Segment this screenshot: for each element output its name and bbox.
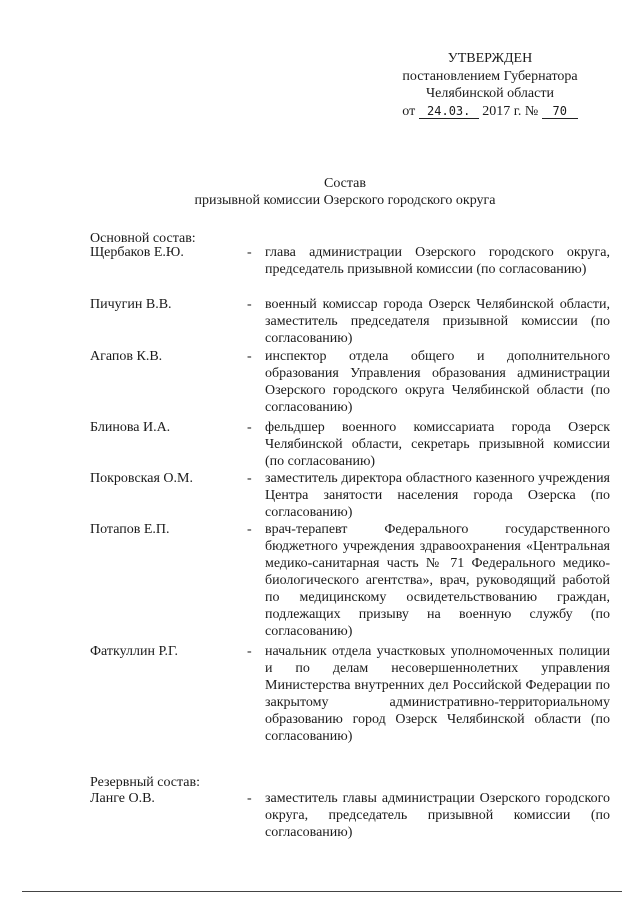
member-dash: - — [247, 522, 252, 537]
member-description: начальник отдела участковых уполномоченных полиции и по делам несовершеннолетних управления Министерства внутренних дел Российской Федерации по закрытому административно-территориальному образованию город Озерск Челябинской области (по согласованию) — [265, 644, 610, 744]
title-line-1: Состав — [323, 176, 366, 191]
approval-prefix: от — [402, 103, 416, 119]
member-description: инспектор отдела общего и дополнительного образования Управления образования администрации Озерского городского округа Челябинской области (по согласованию) — [265, 349, 610, 415]
document-title — [150, 175, 540, 209]
approval-heading: УТВЕРЖДЕН — [447, 51, 533, 66]
member-name: Агапов К.В. — [90, 349, 163, 364]
member-dash: - — [247, 245, 252, 260]
approval-block — [385, 50, 595, 120]
title-line-2: призывной комиссии Озерского городского округа — [194, 193, 496, 208]
reserve-section-label: Резервный состав: — [90, 775, 201, 790]
member-name: Щербаков Е.Ю. — [90, 245, 184, 260]
approval-year: 2017 г. № — [482, 103, 539, 119]
member-dash: - — [247, 420, 252, 435]
member-description: фельдшер военного комиссариата города Озерск Челябинской области, секретарь призывной комиссии (по согласованию) — [265, 420, 610, 469]
approval-date-line — [385, 103, 595, 121]
member-name: Пичугин В.В. — [90, 297, 172, 312]
member-name: Ланге О.В. — [90, 791, 155, 806]
member-dash: - — [247, 349, 252, 364]
member-dash: - — [247, 297, 252, 312]
member-description: врач-терапевт Федерального государственного бюджетного учреждения здравоохранения «Центральная медико-санитарная часть № 71 Федерального медико-биологического агентства», врач, руководящий работой по медицинскому освидетельствованию граждан, подлежащих призыву на военную службу (по согласованию) — [265, 522, 610, 639]
approval-date: 24.03. — [419, 104, 479, 119]
approval-line-2: Челябинской области — [426, 86, 554, 101]
bottom-divider — [22, 891, 622, 892]
approval-line-1: постановлением Губернатора — [402, 68, 578, 84]
member-description: заместитель главы администрации Озерского городского округа, председатель призывной комиссии (по согласованию) — [265, 791, 610, 840]
member-description: заместитель директора областного казенного учреждения Центра занятости населения города Озерска (по согласованию) — [265, 471, 610, 520]
member-description: глава администрации Озерского городского округа, председатель призывной комиссии (по согласованию) — [265, 245, 610, 277]
member-dash: - — [247, 644, 252, 659]
member-dash: - — [247, 471, 252, 486]
main-section-label: Основной состав: — [90, 231, 196, 246]
member-name: Потапов Е.П. — [90, 522, 170, 537]
member-name: Покровская О.М. — [90, 471, 193, 486]
member-name: Фаткуллин Р.Г. — [90, 644, 179, 659]
member-dash: - — [247, 791, 252, 806]
member-name: Блинова И.А. — [90, 420, 171, 435]
member-description: военный комиссар города Озерск Челябинской области, заместитель председателя призывной комиссии (по согласованию) — [265, 297, 610, 346]
approval-number: 70 — [542, 104, 578, 119]
